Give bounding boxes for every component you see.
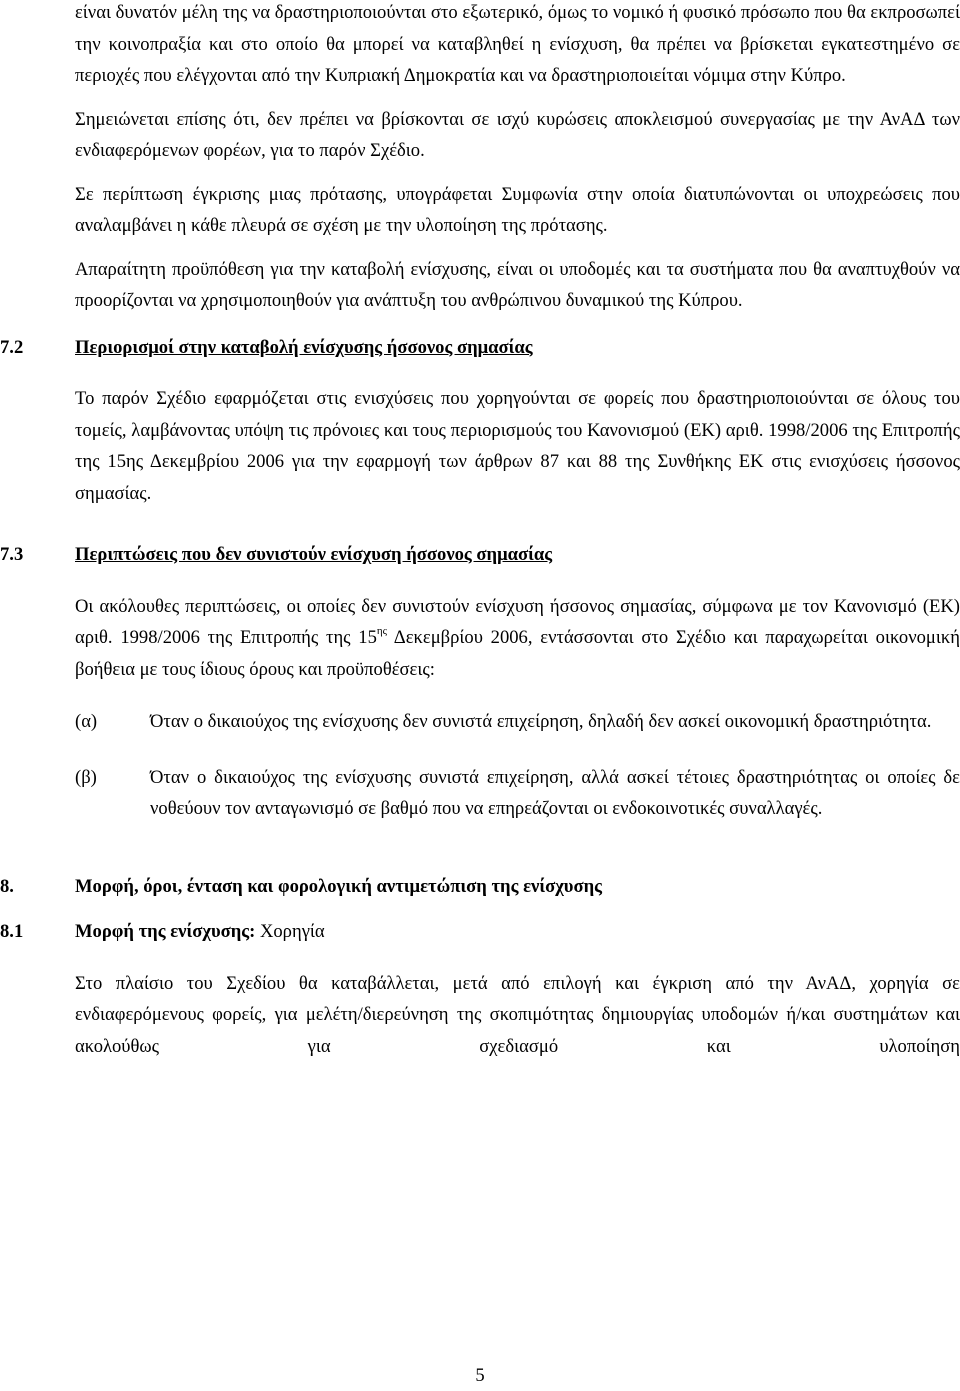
- section-heading-8: [0, 871, 960, 903]
- section-title: Περιπτώσεις που δεν συνιστούν ενίσχυση ήσσονος σημασίας: [75, 544, 553, 565]
- text-part: Οι ακόλουθες περιπτώσεις, οι οποίες δεν συνιστούν ενίσχυση ήσσονος σημασίας, σύμφωνα με τον Κανονισμό (ΕΚ) αριθ. 1998/2006 της Επιτροπής της 15: [75, 595, 960, 648]
- list-item-label: (β): [75, 766, 97, 788]
- paragraph-deminimis-restrictions: Το παρόν Σχέδιο εφαρμόζεται στις ενισχύσεις που χορηγούνται σε φορείς που δραστηριοποιούνται σε όλους του τομείς, λαμβάνοντας υπόψη τις πρόνοιες και τους περιορισμούς του Κανονισμού (ΕΚ) αριθ. 1998/2006 της Επιτροπής της 15ης Δεκεμβρίου 2006 για την εφαρμογή των άρθρων 87 και 88 της Συνθήκης ΕΚ στις ενισχύσεις ήσσονος σημασίας.: [75, 388, 960, 504]
- section-title-value: Χορηγία: [255, 921, 325, 942]
- text-part: Δεκεμβρίου 2006, εντάσσονται στο Σχέδιο και παραχωρείται οικονομική βοήθεια με τους ίδιους όρους και προϋποθέσεις:: [75, 627, 960, 680]
- section-number: 7.3: [0, 544, 24, 565]
- list-item-text: Όταν ο δικαιούχος της ενίσχυσης δεν συνιστά επιχείρηση, δηλαδή δεν ασκεί οικονομική δραστηριότητα.: [150, 711, 932, 732]
- list-item-a: [75, 706, 960, 738]
- section-title: Περιορισμοί στην καταβολή ενίσχυσης ήσσονος σημασίας: [75, 336, 533, 358]
- paragraph-consortium-location: είναι δυνατόν μέλη της να δραστηριοποιούνται στο εξωτερικό, όμως το νομικό ή φυσικό πρόσωπο που θα εκπροσωπεί την κοινοπραξία και στο οποίο θα μπορεί να καταβληθεί η ενίσχυση, θα πρέπει να βρίσκεται εγκατεστημένο σε περιοχές που ελέγχονται από την Κυπριακή Δημοκρατία και να δραστηριοποιείται νόμιμα στην Κύπρο.: [75, 2, 960, 86]
- page-number: 5: [475, 1365, 485, 1386]
- paragraph-grant-form: Στο πλαίσιο του Σχεδίου θα καταβάλλεται, μετά από επιλογή και έγκριση από την ΑνΑΔ, χορηγία σε ενδιαφερόμενους φορείς, για μελέτη/διερεύνηση της σκοπιμότητας δημιουργίας υποδομών ή/και συστημάτων και ακολούθως για σχεδιασμό και υλοποίηση: [75, 972, 960, 1057]
- list-item-b: [75, 762, 960, 825]
- section-heading-7-3: [0, 539, 960, 571]
- section-title: Μορφή της ενίσχυσης:: [75, 921, 256, 942]
- paragraph-non-aid-cases: [75, 591, 960, 686]
- section-number: 8.1: [0, 921, 24, 942]
- list-item-label: (α): [75, 711, 98, 732]
- paragraph-agreement: Σε περίπτωση έγκρισης μιας πρότασης, υπογράφεται Συμφωνία στην οποία διατυπώνονται οι υποχρεώσεις που αναλαμβάνει η κάθε πλευρά σε σχέση με την υλοποίηση της πρότασης.: [75, 183, 960, 236]
- ordinal-suffix: ης: [376, 625, 388, 637]
- section-number: 8.: [0, 875, 14, 897]
- section-heading-7-2: [0, 332, 960, 364]
- list-item-text: Όταν ο δικαιούχος της ενίσχυσης συνιστά επιχείρηση, αλλά ασκεί τέτοιες δραστηριότητας οι οποίες δε νοθεύουν τον ανταγωνισμό σε βαθμό που να επηρεάζονται οι ενδοκοινοτικές συναλλαγές.: [150, 766, 960, 819]
- paragraph-prerequisite: Απαραίτητη προϋπόθεση για την καταβολή ενίσχυσης, είναι οι υποδομές και τα συστήματα που θα αναπτυχθούν να προορίζονται να χρησιμοποιηθούν για ανάπτυξη του ανθρώπινου δυναμικού της Κύπρου.: [75, 258, 960, 311]
- section-heading-8-1: [0, 916, 960, 948]
- paragraph-exclusion-sanctions: Σημειώνεται επίσης ότι, δεν πρέπει να βρίσκονται σε ισχύ κυρώσεις αποκλεισμού συνεργασίας με την ΑνΑΔ των ενδιαφερόμενων φορέων, για το παρόν Σχέδιο.: [75, 108, 960, 161]
- section-title: Μορφή, όροι, ένταση και φορολογική αντιμετώπιση της ενίσχυσης: [75, 875, 602, 897]
- section-number: 7.2: [0, 336, 24, 358]
